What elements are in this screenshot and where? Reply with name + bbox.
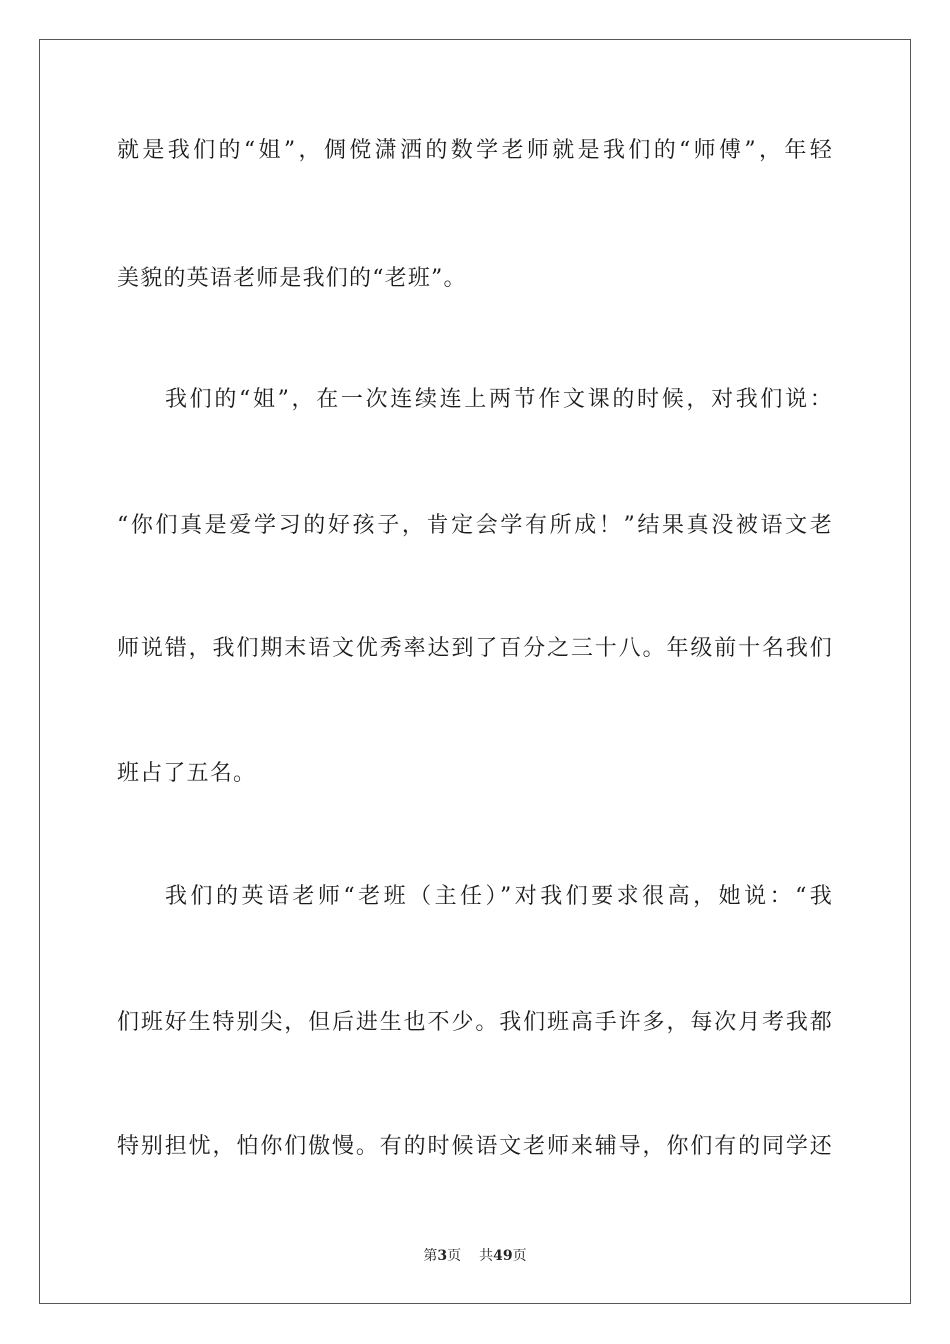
text-line-8: 们班好生特别尖，但后进生也不少。我们班高手许多，每次月考我都 — [117, 1010, 833, 1035]
text-line-9: 特别担忧，怕你们傲慢。有的时候语文老师来辅导，你们有的同学还 — [117, 1134, 833, 1159]
text-line-6: 班占了五名。 — [117, 761, 257, 786]
page-border — [39, 39, 911, 1304]
text-line-2: 美貌的英语老师是我们的“老班”。 — [117, 266, 467, 291]
text-line-5: 师说错，我们期末语文优秀率达到了百分之三十八。年级前十名我们 — [117, 636, 833, 661]
text-line-3: 我们的“姐”，在一次连续连上两节作文课的时候，对我们说： — [165, 387, 833, 412]
page-footer — [0, 1246, 950, 1266]
page-total: 49 — [493, 1248, 513, 1264]
page-prefix: 第 — [423, 1248, 438, 1264]
total-suffix: 页 — [512, 1248, 527, 1264]
page-suffix: 页 — [447, 1248, 462, 1264]
text-line-7: 我们的英语老师“老班（主任）”对我们要求很高，她说：“我 — [165, 884, 833, 909]
total-prefix: 共 — [479, 1248, 494, 1264]
text-line-1: 就是我们的“姐”，倜傥潇洒的数学老师就是我们的“师傅”，年轻 — [117, 138, 833, 163]
text-line-4: “你们真是爱学习的好孩子，肯定会学有所成！”结果真没被语文老 — [117, 513, 833, 538]
page-number: 3 — [437, 1248, 448, 1264]
